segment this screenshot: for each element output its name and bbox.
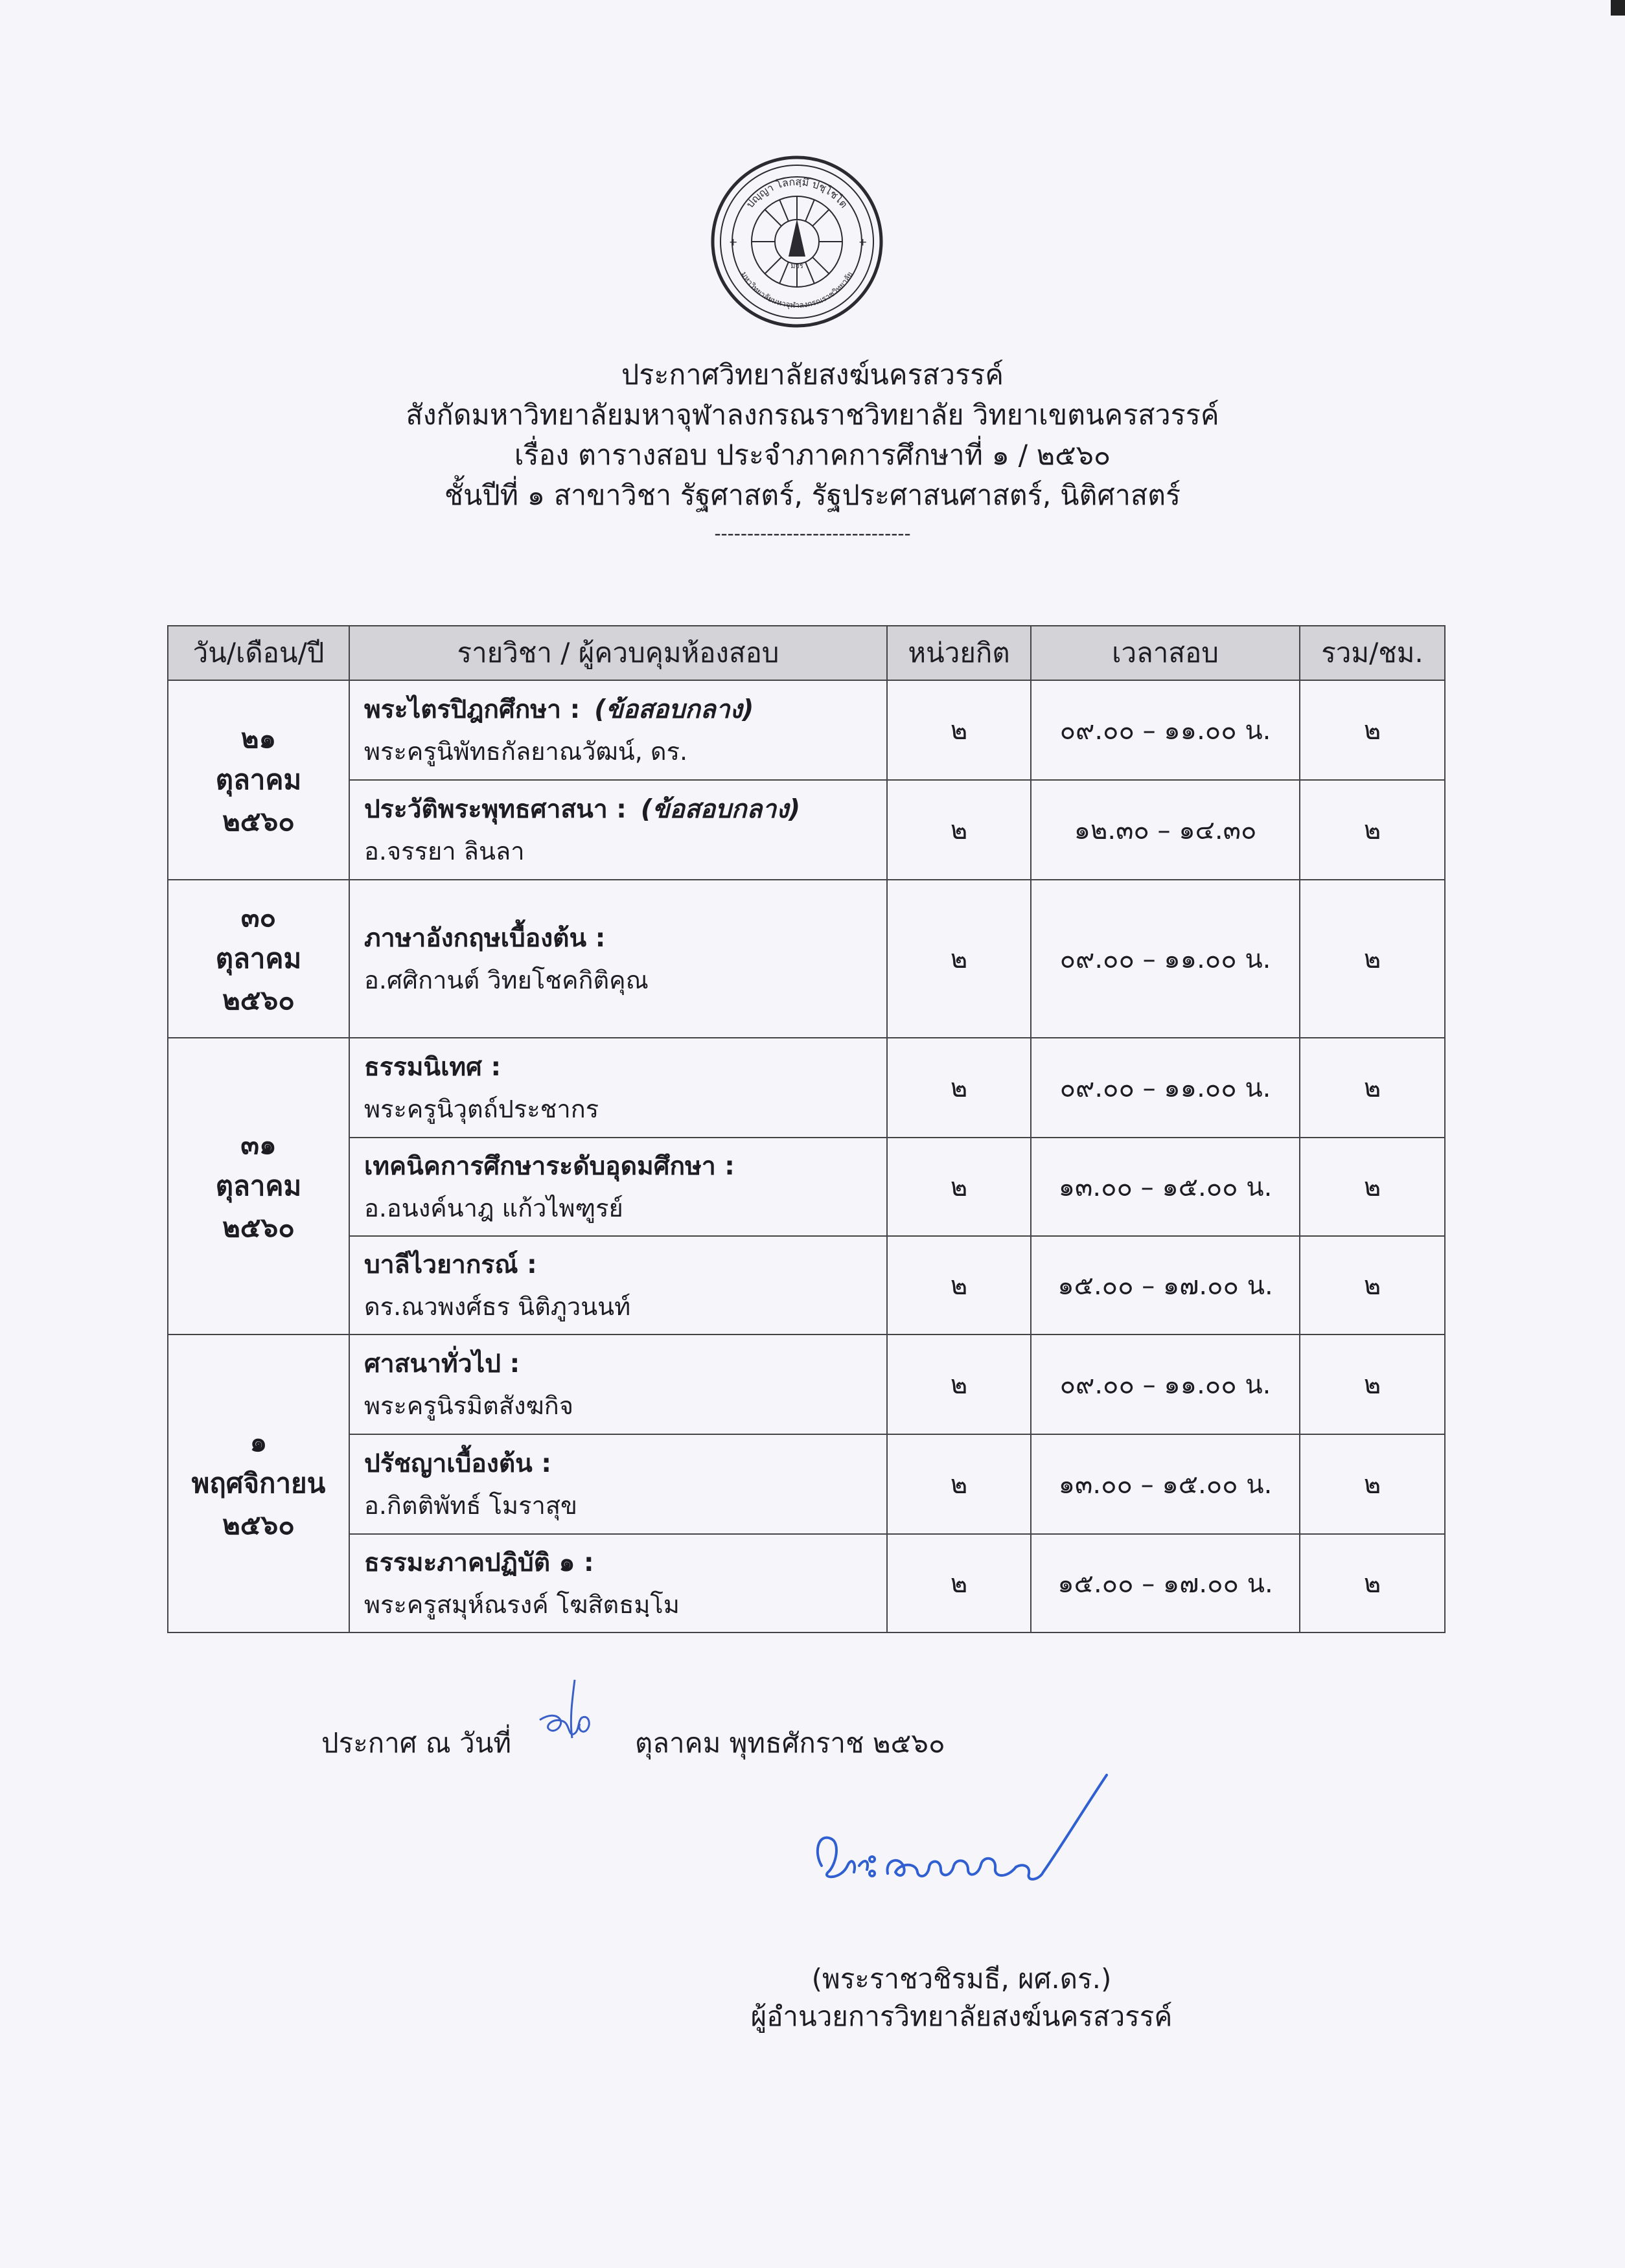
header-line-programs: ชั้นปีที่ ๑ สาขาวิชา รัฐศาสตร์, รัฐประศาสนศาสตร์, นิติศาสตร์ — [444, 479, 1181, 512]
time-cell: ๑๓.๐๐ – ๑๕.๐๐ น. — [1031, 1434, 1300, 1534]
subject-name: ธรรมะภาคปฏิบัติ ๑ : — [364, 1548, 594, 1577]
table-row — [168, 680, 1445, 780]
subject-name: ธรรมนิเทศ : — [364, 1053, 501, 1082]
date-day: ๒๑ — [240, 722, 277, 754]
date-cell — [168, 1334, 349, 1632]
proctor-name: พระครูนิรมิตสังฆกิจ — [364, 1392, 574, 1420]
header-exam-time: เวลาสอบ — [1031, 626, 1300, 680]
table-row — [168, 880, 1445, 1038]
credits-cell: ๒ — [887, 1236, 1031, 1334]
subject-cell — [349, 1038, 887, 1138]
time-cell: ๐๙.๐๐ – ๑๑.๐๐ น. — [1031, 880, 1300, 1038]
signatory-name: (พระราชวชิรมธี, ผศ.ดร.) — [811, 1963, 1112, 1995]
credits-cell: ๒ — [887, 680, 1031, 780]
credits-cell: ๒ — [887, 1038, 1031, 1138]
credits-cell: ๒ — [887, 780, 1031, 880]
hours-cell: ๒ — [1300, 780, 1445, 880]
subject-name: ภาษาอังกฤษเบื้องต้น : — [364, 924, 606, 953]
svg-text:+: + — [859, 236, 868, 248]
signatory-title: ผู้อำนวยการวิทยาลัยสงฆ์นครสวรรค์ — [750, 2000, 1173, 2032]
header-total-hours: รวม/ชม. — [1300, 626, 1445, 680]
hours-cell: ๒ — [1300, 880, 1445, 1038]
proctor-name: ดร.ณวพงศ์ธร นิติภูวนนท์ — [364, 1292, 631, 1321]
date-year: ๒๕๖๐ — [222, 1509, 295, 1541]
time-cell: ๑๓.๐๐ – ๑๕.๐๐ น. — [1031, 1138, 1300, 1236]
scan-edge-mark — [1611, 0, 1625, 16]
table-row — [168, 1534, 1445, 1632]
subject-name: ประวัติพระพุทธศาสนา : — [364, 795, 627, 824]
subject-name: ปรัชญาเบื้องต้น : — [364, 1449, 552, 1478]
subject-name: เทคนิคการศึกษาระดับอุดมศึกษา : — [364, 1152, 735, 1181]
announcement-month-year: ตุลาคม พุทธศักราช ๒๕๖๐ — [635, 1727, 945, 1759]
table-row — [168, 1038, 1445, 1138]
hours-cell: ๒ — [1300, 680, 1445, 780]
header-divider: ------------------------------ — [714, 523, 911, 544]
proctor-name: พระครูสมุห์ณรงค์ โฆสิตธมฺโม — [364, 1590, 680, 1619]
header-line-affiliation: สังกัดมหาวิทยาลัยมหาจุฬาลงกรณราชวิทยาลัย วิทยาเขตนครสวรรค์ — [406, 399, 1219, 431]
hours-cell: ๒ — [1300, 1434, 1445, 1534]
time-cell: ๐๙.๐๐ – ๑๑.๐๐ น. — [1031, 1038, 1300, 1138]
credits-cell: ๒ — [887, 1534, 1031, 1632]
table-row — [168, 1434, 1445, 1534]
hours-cell: ๒ — [1300, 1334, 1445, 1434]
subject-note: (ข้อสอบกลาง) — [640, 795, 801, 824]
date-cell — [168, 680, 349, 880]
subject-cell — [349, 1434, 887, 1534]
document-header — [0, 355, 1625, 547]
proctor-name: พระครูนิวุตถ์ประชากร — [364, 1095, 599, 1123]
header-line-subject: เรื่อง ตารางสอบ ประจำภาคการศึกษาที่ ๑ / ๒๕๖๐ — [514, 439, 1111, 472]
exam-schedule-table — [167, 625, 1446, 1633]
date-cell — [168, 880, 349, 1038]
svg-text:+: + — [729, 236, 738, 248]
header-date: วัน/เดือน/ปี — [168, 626, 349, 680]
proctor-name: อ.ศศิกานต์ วิทยโชคกิติคุณ — [364, 966, 649, 994]
date-day: ๓๑ — [240, 1128, 277, 1160]
credits-cell: ๒ — [887, 1334, 1031, 1434]
table-header-row — [168, 626, 1445, 680]
proctor-name: อ.จรรยา ลินลา — [364, 837, 525, 865]
table-row — [168, 1334, 1445, 1434]
time-cell: ๐๙.๐๐ – ๑๑.๐๐ น. — [1031, 680, 1300, 780]
date-month: ตุลาคม — [215, 764, 302, 796]
date-month: ตุลาคม — [215, 1170, 302, 1202]
credits-cell: ๒ — [887, 1138, 1031, 1236]
date-year: ๒๕๖๐ — [222, 1211, 295, 1243]
signature — [802, 1769, 1120, 1930]
time-cell: ๑๕.๐๐ – ๑๗.๐๐ น. — [1031, 1236, 1300, 1334]
hours-cell: ๒ — [1300, 1236, 1445, 1334]
proctor-name: อ.กิตติพัทธ์ โมราสุข — [364, 1491, 578, 1520]
header-subject: รายวิชา / ผู้ควบคุมห้องสอบ — [349, 626, 887, 680]
subject-cell — [349, 880, 887, 1038]
date-year: ๒๕๖๐ — [222, 805, 295, 837]
proctor-name: อ.อนงค์นาฎ แก้วไพฑูรย์ — [364, 1194, 623, 1222]
university-seal — [703, 154, 891, 329]
handwritten-day-value: ๑๖ — [567, 1740, 577, 1749]
handwritten-day — [535, 1675, 599, 1752]
credits-cell: ๒ — [887, 880, 1031, 1038]
subject-cell — [349, 1534, 887, 1632]
date-month: ตุลาคม — [215, 943, 302, 974]
hours-cell: ๒ — [1300, 1138, 1445, 1236]
header-line-institution: ประกาศวิทยาลัยสงฆ์นครสวรรค์ — [621, 359, 1004, 391]
hours-cell: ๒ — [1300, 1534, 1445, 1632]
hours-cell: ๒ — [1300, 1038, 1445, 1138]
seal-center-text: มจร — [790, 262, 803, 270]
date-day: ๓๐ — [240, 901, 277, 933]
proctor-name: พระครูนิพัทธกัลยาณวัฒน์, ดร. — [364, 737, 688, 766]
subject-cell — [349, 1334, 887, 1434]
date-month: พฤศจิกายน — [191, 1467, 326, 1499]
seal-bottom-text: มหาวิทยาลัยมหาจุฬาลงกรณราชวิทยาลัย — [739, 269, 855, 310]
announcement-prefix: ประกาศ ณ วันที่ — [321, 1727, 512, 1759]
date-day: ๑ — [249, 1426, 268, 1458]
header-credits: หน่วยกิต — [887, 626, 1031, 680]
table-row — [168, 1138, 1445, 1236]
subject-cell — [349, 1138, 887, 1236]
subject-cell — [349, 780, 887, 880]
time-cell: ๑๒.๓๐ – ๑๔.๓๐ — [1031, 780, 1300, 880]
credits-cell: ๒ — [887, 1434, 1031, 1534]
table-row — [168, 780, 1445, 880]
subject-name: พระไตรปิฎกศึกษา : — [364, 695, 581, 724]
time-cell: ๑๕.๐๐ – ๑๗.๐๐ น. — [1031, 1534, 1300, 1632]
subject-cell — [349, 1236, 887, 1334]
table-row — [168, 1236, 1445, 1334]
subject-name: บาลีไวยากรณ์ : — [364, 1250, 537, 1279]
subject-name: ศาสนาทั่วไป : — [364, 1349, 520, 1379]
time-cell: ๐๙.๐๐ – ๑๑.๐๐ น. — [1031, 1334, 1300, 1434]
date-cell — [168, 1038, 349, 1334]
subject-note: (ข้อสอบกลาง) — [594, 695, 754, 724]
date-year: ๒๕๖๐ — [222, 984, 295, 1016]
seal-top-motto: ปญฺญา โลกสฺมึ ปชฺโชโต — [743, 175, 851, 211]
subject-cell — [349, 680, 887, 780]
